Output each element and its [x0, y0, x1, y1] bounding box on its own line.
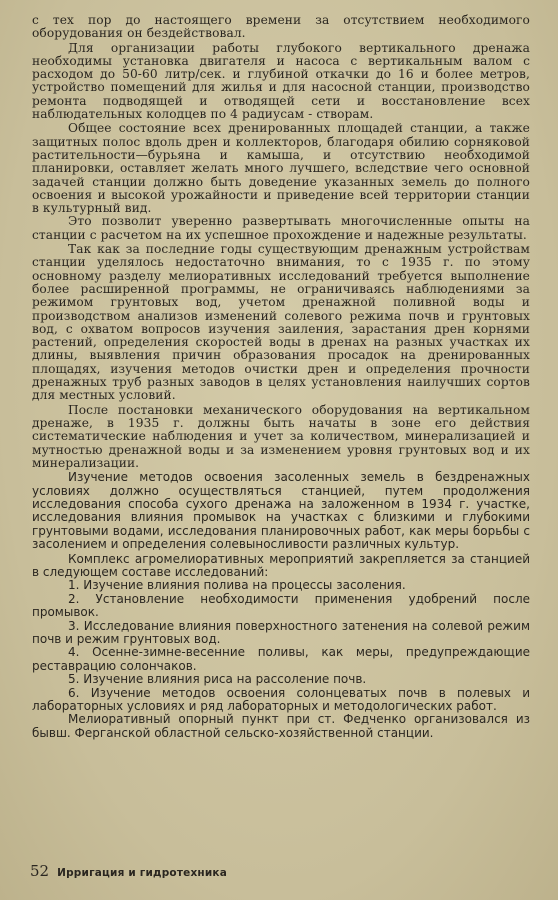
body-text: [32, 14, 530, 740]
list-item-4: 4. Осенне-зимне-весенние поливы, как меры, предупреждающие реставрацию солончаков.: [32, 645, 530, 673]
paragraph-support-point: Мелиоративный опорный пункт при ст. Федченко организовался из бывш. Ферганской областной сельско-хозяйственной станции.: [32, 712, 530, 740]
paragraph-saline-lands: Изучение методов освоения засоленных земель в бездренажных условиях должно осуществляться станцией, путем продолжения исследования способа сухого дренажа на заложенном в 1934 г. участке, исследования влияния промывок на участках с близкими и глубокими грунтовыми водами, исследования планировочных работ, как меры борьбы с засолением и определения солевыносливости различных культур.: [32, 470, 530, 552]
paragraph-vertical-drainage-requirements: Для организации работы глубокого вертикального дренажа необходимы установка двигателя и насоса с вертикальным валом с расходом до 50-60 литр/сек. и глубиной откачки до 16 и более метров, устройство помещений для жилья и для насосной станции, производство ремонта подводящей и отводящей сети и восстановление всех наблюдательных колодцев по 4 радиусам - створам.: [32, 40, 530, 122]
paragraph-general-state: Общее состояние всех дренированных площадей станции, а также защитных полос вдоль дрен и коллекторов, благодаря обилию сорняковой растительности—бурьяна и камыша, и отсутствию необходимой планировки, оставляет желать много лучшего, вследствие чего основной задачей станции должно быть доведение указанных земель до полного освоения и высокой урожайности и приведение всей территории станции в культурный вид.: [32, 121, 530, 216]
page-number: 52: [30, 862, 50, 880]
list-item-3: 3. Исследование влияния поверхностного затенения на солевой режим почв и режим грунтовых вод.: [32, 618, 530, 646]
paragraph-mechanical-equipment: После постановки механического оборудования на вертикальном дренаже, в 1935 г. должны быть начаты в зоне его действия систематические наблюдения и учет за количеством, минерализацией и мутностью дренажной воды и за изменением уровня грунтовых вод и их минерализации.: [32, 402, 530, 470]
list-item-6: 6. Изучение методов освоения солонцеватых почв в полевых и лабораторных условиях и ряд лабораторных и методологических работ.: [32, 685, 530, 713]
paragraph-continuation: с тех пор до настоящего времени за отсутствием необходимого оборудования он бездействовал.: [32, 13, 530, 41]
list-item-2: 2. Установление необходимости применения удобрений после промывок.: [32, 591, 530, 620]
paragraph-drainage-program: Так как за последние годы существующим дренажным устройствам станции уделялось недостаточно внимания, то с 1935 г. по этому основному разделу мелиоративных исследований требуется выполнение более расширенной программы, не ограничиваясь наблюдениями за режимом грунтовых вод, учетом дренажной поливной воды и производством анализов изменений солевого режима почв и грунтовых вод, с охватом вопросов изучения заиления, зарастания дрен корнями растений, определения скоростей воды в дренах на разных участках их длины, выявления причин образования просадок на дренированных площадях, изучения методов очистки дрен и определения прочности дренажных труб разных заводов в целях установления наилучших сортов для местных условий.: [32, 242, 530, 403]
list-item-1: 1. Изучение влияния полива на процессы засоления.: [68, 578, 406, 593]
page-footer: [30, 862, 530, 882]
paragraph-agromeliorative-complex: Комплекс агромелиоративных мероприятий закрепляется за станцией в следующем составе исследований:: [32, 551, 530, 579]
running-title: Ирригация и гидротехника: [57, 867, 228, 879]
paragraph-experiments: Это позволит уверенно развертывать многочисленные опыты на станции с расчетом на их успешное прохождение и надежные результаты.: [32, 214, 530, 242]
list-item-5: 5. Изучение влияния риса на рассоление почв.: [68, 672, 367, 687]
